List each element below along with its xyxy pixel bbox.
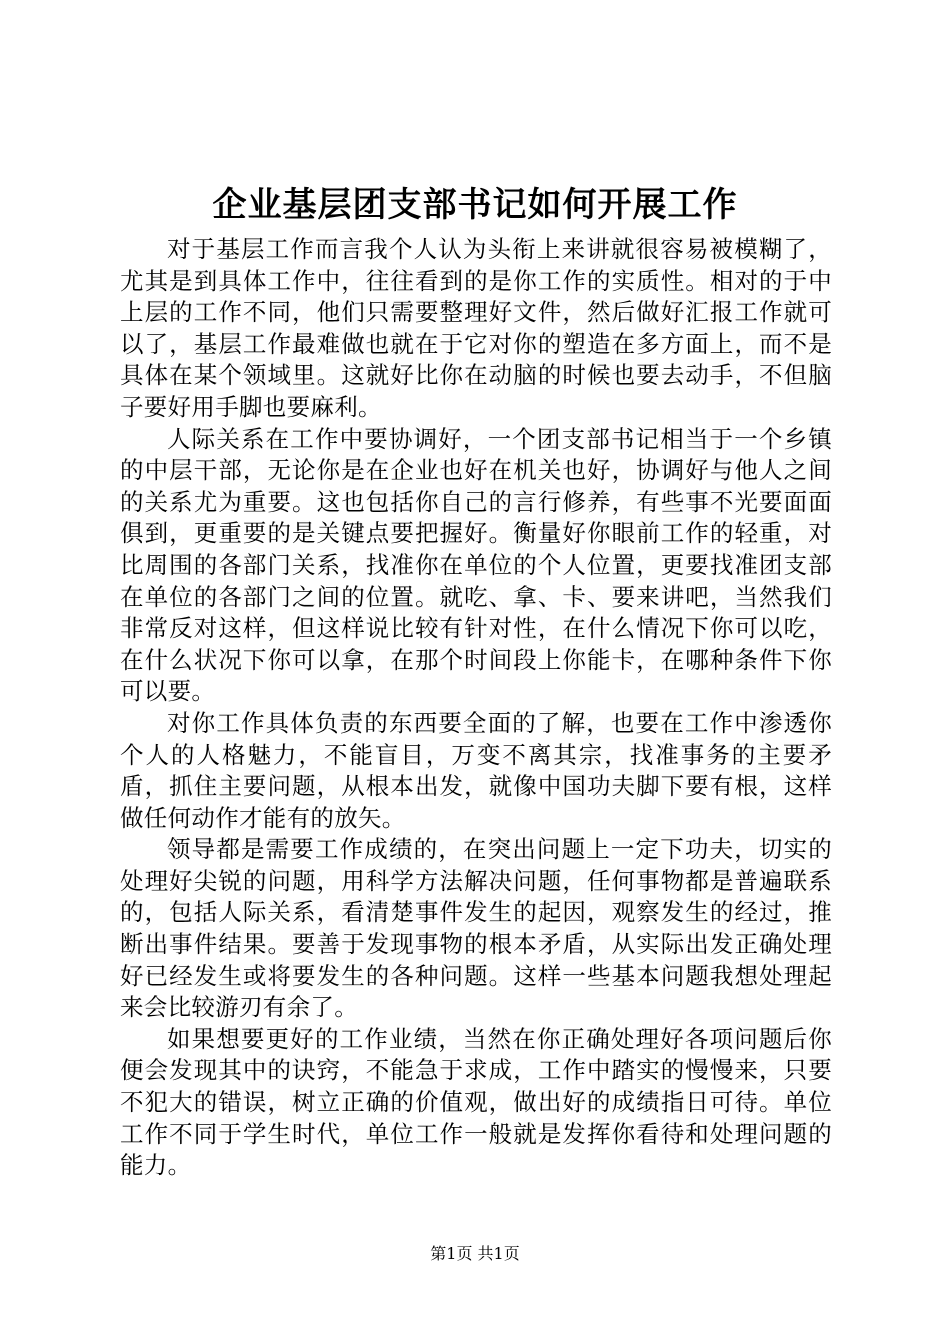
- paragraph-4: 领导都是需要工作成绩的，在突出问题上一定下功夫，切实的处理好尖锐的问题，用科学方法解决问题，任何事物都是普遍联系的，包括人际关系，看清楚事件发生的起因，观察发生的经过，推断出事件结果。要善于发现事物的根本矛盾，从实际出发正确处理好已经发生或将要发生的各种问题。这样一些基本问题我想处理起来会比较游刃有余了。: [120, 835, 832, 1022]
- page-number-footer: 第1页 共1页: [430, 1244, 520, 1263]
- document-body: [120, 234, 832, 1182]
- paragraph-2: 人际关系在工作中要协调好，一个团支部书记相当于一个乡镇的中层干部，无论你是在企业也好在机关也好，协调好与他人之间的关系尤为重要。这也包括你自己的言行修养，有些事不光要面面俱到，更重要的是关键点要把握好。衡量好你眼前工作的轻重，对比周围的各部门关系，找准你在单位的个人位置，更要找准团支部在单位的各部门之间的位置。就吃、拿、卡、要来讲吧，当然我们非常反对这样，但这样说比较有针对性，在什么情况下你可以吃，在什么状况下你可以拿，在那个时间段上你能卡，在哪种条件下你可以要。: [120, 424, 832, 706]
- paragraph-1: 对于基层工作而言我个人认为头衔上来讲就很容易被模糊了，尤其是到具体工作中，往往看到的是你工作的实质性。相对的于中上层的工作不同，他们只需要整理好文件，然后做好汇报工作就可以了，基层工作最难做也就在于它对你的塑造在多方面上，而不是具体在某个领域里。这就好比你在动脑的时候也要去动手，不但脑子要好用手脚也要麻利。: [120, 235, 832, 421]
- document-title: 企业基层团支部书记如何开展工作: [212, 185, 738, 225]
- paragraph-5: 如果想要更好的工作业绩，当然在你正确处理好各项问题后你便会发现其中的诀窍，不能急于求成，工作中踏实的慢慢来，只要不犯大的错误，树立正确的价值观，做出好的成绩指日可待。单位工作不同于学生时代，单位工作一般就是发挥你看待和处理问题的能力。: [120, 1024, 832, 1180]
- paragraph-3: 对你工作具体负责的东西要全面的了解，也要在工作中渗透你个人的人格魅力，不能盲目，万变不离其宗，找准事务的主要矛盾，抓住主要问题，从根本出发，就像中国功夫脚下要有根，这样做任何动作才能有的放矢。: [120, 708, 832, 832]
